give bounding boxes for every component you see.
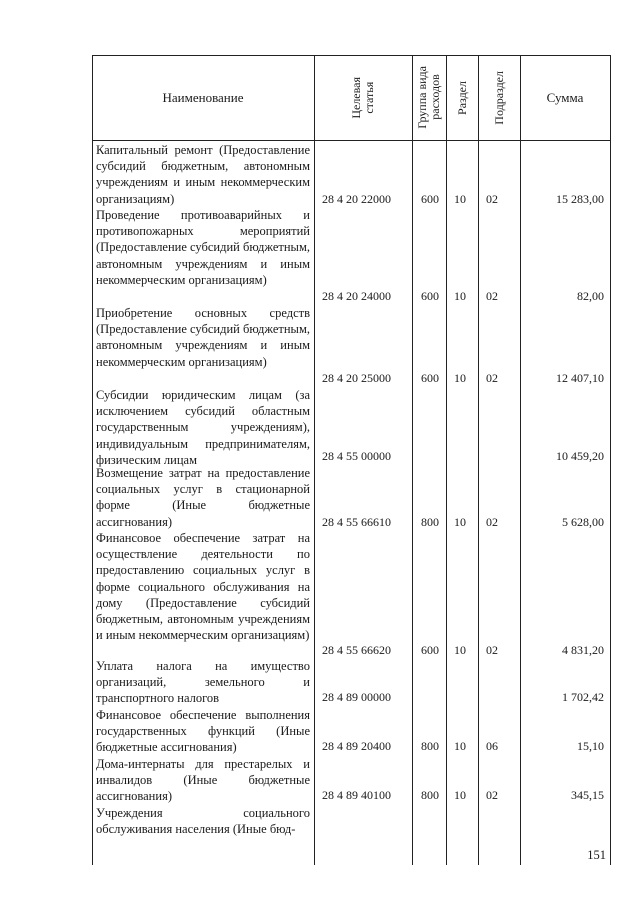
row-section: 10 bbox=[454, 739, 466, 753]
row-group: 800 bbox=[421, 739, 439, 753]
row-group: 600 bbox=[421, 192, 439, 206]
header-section: Раздел bbox=[454, 80, 469, 115]
header-expense-group: Группа вида расходов bbox=[415, 66, 442, 129]
header-divider bbox=[92, 140, 610, 141]
row-code: 28 4 89 00000 bbox=[322, 690, 391, 704]
row-section: 10 bbox=[454, 788, 466, 802]
row-sum: 1 702,42 bbox=[562, 690, 604, 704]
column-divider bbox=[314, 55, 315, 865]
column-divider bbox=[520, 55, 521, 865]
row-description: Проведение противоаварийных и противопожарных мероприятий (Предоставление субсидий бюджетным, автономным учреждениям и иным некоммерческим организациям) bbox=[96, 208, 310, 287]
row-description: Уплата налога на имущество организаций, земельного и транспортного налогов bbox=[96, 659, 310, 706]
row-sum: 15 283,00 bbox=[556, 192, 604, 206]
row-code: 28 4 89 20400 bbox=[322, 739, 391, 753]
row-code: 28 4 55 66610 bbox=[322, 515, 391, 529]
row-sum: 4 831,20 bbox=[562, 643, 604, 657]
row-description: Возмещение затрат на предоставление социальных услуг в стационарной форме (Иные бюджетные ассигнования) bbox=[96, 466, 310, 529]
row-group: 600 bbox=[421, 643, 439, 657]
row-section: 10 bbox=[454, 515, 466, 529]
row-description: Субсидии юридическим лицам (за исключением субсидий областным государственным учреждениям), индивидуальным предпринимателям, физическим лицам bbox=[96, 388, 310, 467]
row-subsection: 02 bbox=[486, 289, 498, 303]
header-name: Наименование bbox=[162, 89, 244, 105]
row-description: Финансовое обеспечение затрат на осуществление деятельности по предоставлению социальных услуг в форме социального обслуживания на дому (Предоставление субсидий бюджетным, автономным учреждениям и иным некоммерческим организациям) bbox=[96, 531, 310, 643]
row-section: 10 bbox=[454, 192, 466, 206]
row-description: Финансовое обеспечение выполнения государственных функций (Иные бюджетные ассигнования) bbox=[96, 708, 310, 755]
row-code: 28 4 55 66620 bbox=[322, 643, 391, 657]
row-section: 10 bbox=[454, 371, 466, 385]
row-sum: 5 628,00 bbox=[562, 515, 604, 529]
header-subsection: Подраздел bbox=[491, 70, 506, 125]
row-sum: 345,15 bbox=[571, 788, 604, 802]
row-subsection: 02 bbox=[486, 192, 498, 206]
header-target-article: Целевая статья bbox=[349, 76, 376, 119]
row-section: 10 bbox=[454, 289, 466, 303]
row-subsection: 02 bbox=[486, 371, 498, 385]
row-sum: 12 407,10 bbox=[556, 371, 604, 385]
row-group: 800 bbox=[421, 788, 439, 802]
row-sum: 15,10 bbox=[577, 739, 604, 753]
row-description: Приобретение основных средств (Предоставление субсидий бюджетным, автономным учреждениям и иным некоммерческим организациям) bbox=[96, 306, 310, 369]
row-description: Учреждения социального обслуживания населения (Иные бюд- bbox=[96, 806, 310, 837]
row-code: 28 4 89 40100 bbox=[322, 788, 391, 802]
row-subsection: 06 bbox=[486, 739, 498, 753]
row-group: 600 bbox=[421, 371, 439, 385]
row-code: 28 4 20 22000 bbox=[322, 192, 391, 206]
row-subsection: 02 bbox=[486, 788, 498, 802]
row-code: 28 4 20 24000 bbox=[322, 289, 391, 303]
header-sum: Сумма bbox=[546, 89, 584, 105]
row-section: 10 bbox=[454, 643, 466, 657]
row-group: 800 bbox=[421, 515, 439, 529]
row-code: 28 4 55 00000 bbox=[322, 449, 391, 463]
row-code: 28 4 20 25000 bbox=[322, 371, 391, 385]
row-subsection: 02 bbox=[486, 515, 498, 529]
row-sum: 10 459,20 bbox=[556, 449, 604, 463]
row-group: 600 bbox=[421, 289, 439, 303]
table-border-left bbox=[92, 55, 93, 865]
row-description: Капитальный ремонт (Предоставление субсидий бюджетным, автономным учреждениям и иным некоммерческим организациям) bbox=[96, 143, 310, 206]
row-subsection: 02 bbox=[486, 643, 498, 657]
page-number: 151 bbox=[587, 848, 606, 862]
table-border-right bbox=[610, 55, 611, 865]
row-description: Дома-интернаты для престарелых и инвалидов (Иные бюджетные ассигнования) bbox=[96, 757, 310, 804]
row-sum: 82,00 bbox=[577, 289, 604, 303]
